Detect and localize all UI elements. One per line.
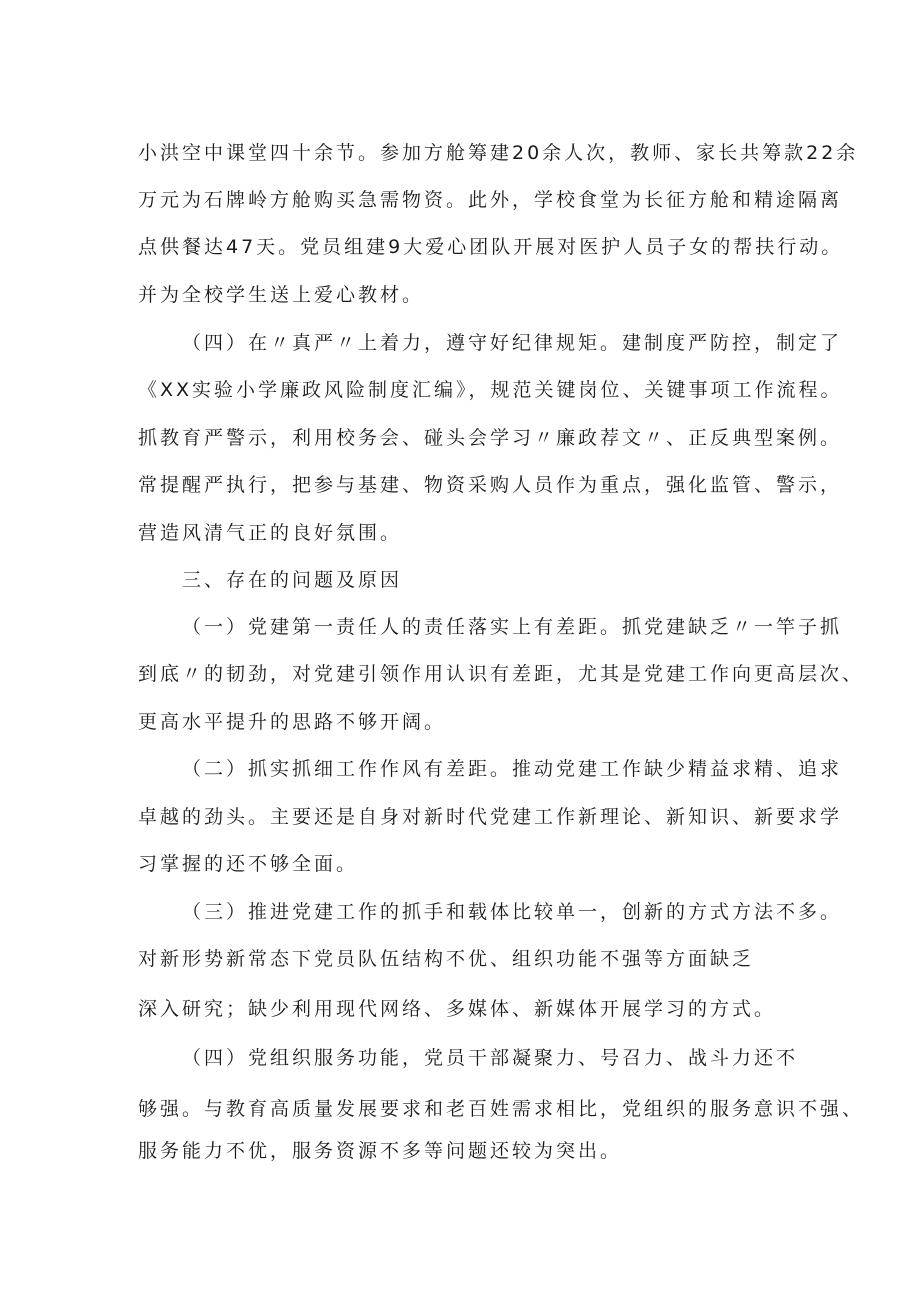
- text-line-15: 卓越的劲头。主要还是自身对新时代党建工作新理论、新知识、新要求学: [138, 806, 843, 828]
- text-line-1: 小洪空中课堂四十余节。参加方舱筹建20余人次，教师、家长共筹款22余: [138, 142, 859, 164]
- section-heading-3: 三、存在的问题及原因: [182, 569, 403, 591]
- text-line-22: 服务能力不优，服务资源不多等问题还较为突出。: [138, 1140, 623, 1162]
- paragraph-4-start: （四）在〃真严〃上着力，遵守好纪律规矩。建制度严防控，制定了: [182, 332, 843, 354]
- text-line-2: 万元为石牌岭方舱购买急需物资。此外，学校食堂为长征方舱和精途隔离: [138, 189, 843, 211]
- text-line-4: 并为全校学生送上爱心教材。: [138, 284, 425, 306]
- text-line-13: 更高水平提升的思路不够开阔。: [138, 711, 447, 733]
- text-line-16: 习掌握的还不够全面。: [138, 853, 359, 875]
- problem-4-start: （四）党组织服务功能，党员干部凝聚力、号召力、战斗力还不: [182, 1047, 799, 1069]
- text-line-18: 对新形势新常态下党员队伍结构不优、组织功能不强等方面缺乏: [138, 948, 755, 970]
- problem-3-start: （三）推进党建工作的抓手和载体比较单一，创新的方式方法不多。: [182, 901, 843, 923]
- text-line-19: 深入研究；缺少利用现代网络、多媒体、新媒体开展学习的方式。: [138, 998, 777, 1020]
- text-line-3: 点供餐达47天。党员组建9大爱心团队开展对医护人员子女的帮扶行动。: [138, 236, 844, 258]
- problem-2-start: （二）抓实抓细工作作风有差距。推动党建工作缺少精益求精、追求: [182, 758, 843, 780]
- text-line-7: 抓教育严警示，利用校务会、碰头会学习〃廉政荐文〃、正反典型案例。: [138, 427, 843, 449]
- problem-1-start: （一）党建第一责任人的责任落实上有差距。抓党建缺乏〃一竿子抓: [182, 616, 843, 638]
- text-line-12: 到底〃的韧劲，对党建引领作用认识有差距，尤其是党建工作向更高层次、: [138, 663, 865, 685]
- text-line-6: 《XX实验小学廉政风险制度汇编》，规范关键岗位、关键事项工作流程。: [138, 379, 843, 401]
- text-line-21: 够强。与教育高质量发展要求和老百姓需求相比，党组织的服务意识不强、: [138, 1098, 865, 1120]
- text-line-9: 营造风清气正的良好氛围。: [138, 522, 403, 544]
- text-line-8: 常提醒严执行，把参与基建、物资采购人员作为重点，强化监管、警示，: [138, 474, 843, 496]
